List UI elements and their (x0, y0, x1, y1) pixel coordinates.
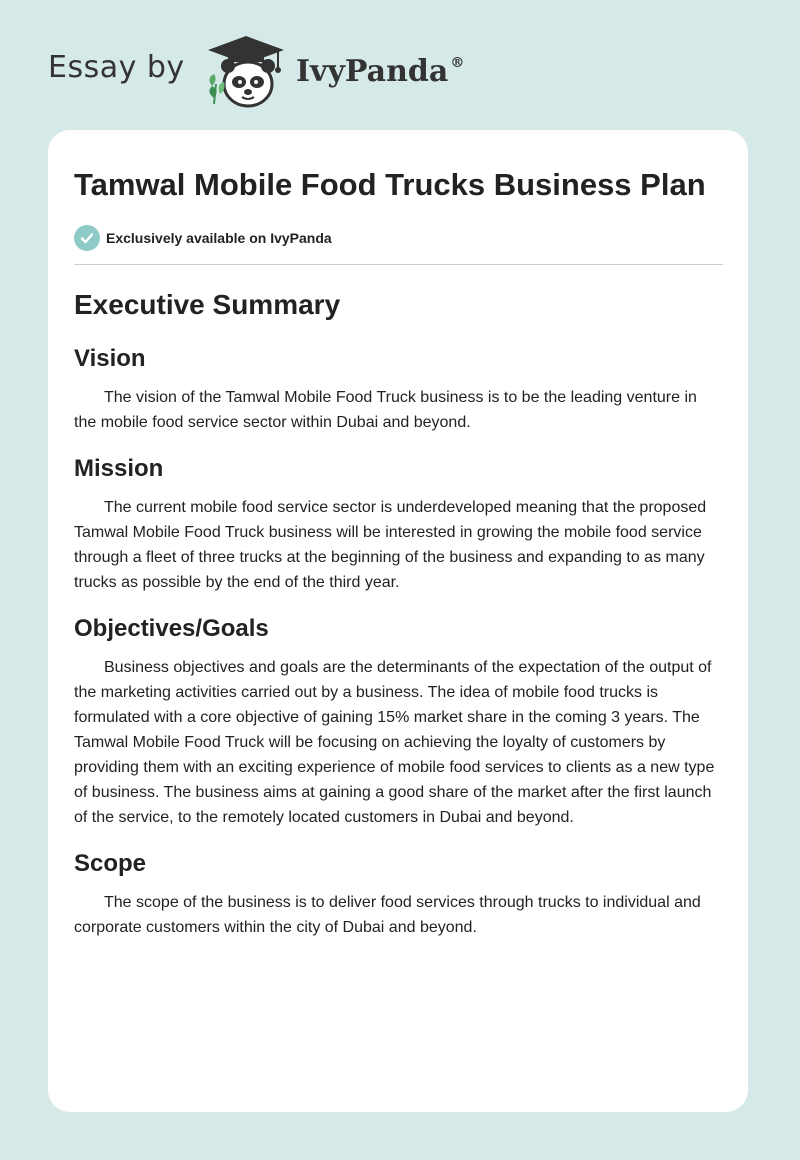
paragraph-scope: The scope of the business is to deliver food services through trucks to individual and corporate customers within the city of Dubai and beyond. (74, 894, 701, 936)
subsection-heading-mission: Mission (74, 455, 164, 482)
paragraph-vision: The vision of the Tamwal Mobile Food Truck business is to be the leading venture in the mobile food service sector within Dubai and beyond. (74, 389, 697, 431)
check-icon (74, 225, 100, 251)
exclusive-badge (74, 224, 723, 252)
subsection-heading-scope: Scope (74, 850, 147, 877)
site-header (48, 30, 508, 110)
subsection-heading-vision: Vision (74, 345, 146, 372)
section-heading: Executive Summary (74, 289, 341, 320)
divider (74, 264, 723, 265)
paragraph-mission: The current mobile food service sector is underdeveloped meaning that the proposed Tamwal Mobile Food Truck business will be interested in growing the mobile food service through a fleet of three trucks at the beginning of the business and expanding to as many trucks as possible by the end of the third year. (74, 499, 707, 591)
paragraph-objectives: Business objectives and goals are the determinants of the expectation of the output of the marketing activities carried out by a business. The idea of mobile food trucks is formulated with a core objective of gaining 15% market share in the coming 3 years. The Tamwal Mobile Food Truck will be focusing on achieving the loyalty of customers by providing them with an exciting experience of mobile food services to clients as a new type of business. The business aims at gaining a good share of the market after the first launch of the service, to the remotely located customers in Dubai and beyond. (74, 659, 715, 826)
brand-name[interactable]: IvyPanda ® (296, 54, 465, 89)
panda-logo-icon[interactable] (204, 34, 288, 110)
essay-content (74, 164, 723, 940)
subsection-heading-objectives: Objectives/Goals (74, 615, 269, 642)
registered-mark: ® (450, 55, 465, 71)
essay-title: Tamwal Mobile Food Trucks Business Plan (74, 167, 706, 202)
essay-by-label: Essay by (48, 50, 185, 85)
exclusive-badge-label: Exclusively available on IvyPanda (106, 230, 332, 246)
essay-card (48, 130, 748, 1112)
